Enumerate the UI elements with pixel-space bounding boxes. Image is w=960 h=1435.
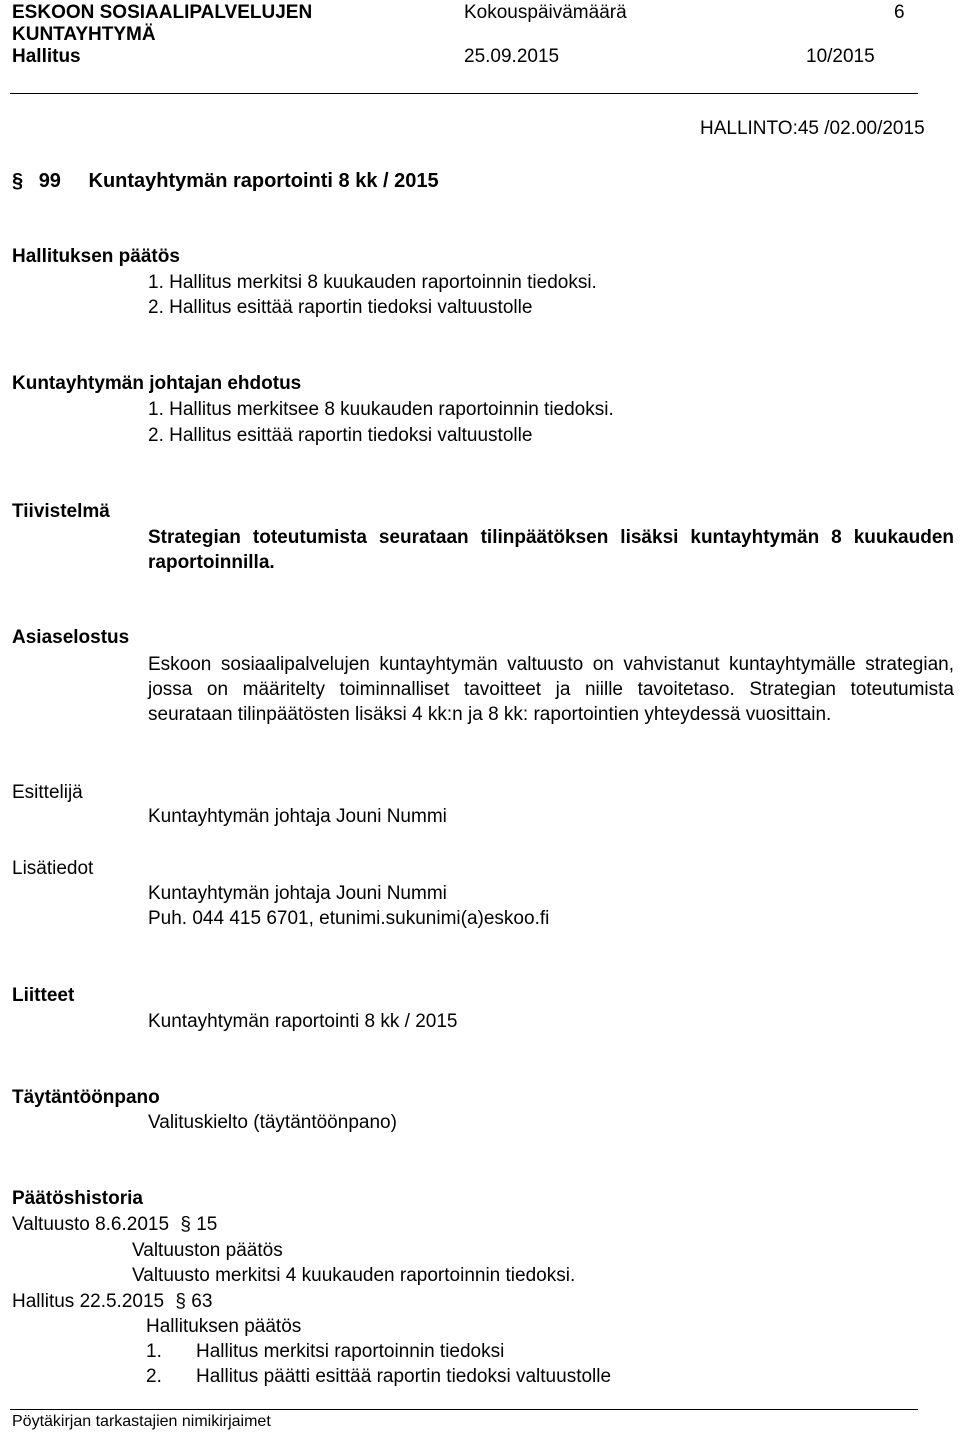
history-board-row: [12, 1291, 212, 1313]
history-board-item-text: Hallitus päätti esittää raportin tiedoksi valtuustolle: [196, 1366, 612, 1387]
footer-divider: [10, 1409, 918, 1410]
header-page-number: 6: [894, 2, 905, 23]
section-number: 99: [38, 170, 61, 192]
section-sign-icon: §: [12, 170, 24, 192]
presenter-label: Esittelijä: [12, 782, 83, 803]
director-proposal-item-2: 2. Hallitus esittää raportin tiedoksi valtuustolle: [148, 425, 533, 446]
history-council-decision-label: Valtuuston päätös: [132, 1240, 283, 1261]
history-board-item-1: [146, 1341, 505, 1363]
section-sign-icon: §: [175, 1291, 186, 1312]
board-decision-heading: Hallituksen päätös: [12, 246, 180, 267]
header-meeting-date-label: Kokouspäivämäärä: [464, 2, 627, 23]
history-board-decision-label: Hallituksen päätös: [146, 1316, 302, 1337]
header-org-line2: KUNTAYHTYMÄ: [12, 24, 156, 45]
history-council-section: 15: [196, 1214, 218, 1235]
section-sign-icon: §: [180, 1214, 191, 1235]
enforcement-value: Valituskielto (täytäntöönpano): [148, 1112, 397, 1133]
history-board-item-2: [146, 1366, 612, 1388]
header-org: ESKOON SOSIAALIPALVELUJEN: [12, 2, 313, 23]
header-divider: [10, 93, 918, 94]
attachment-item[interactable]: Kuntayhtymän raportointi 8 kk / 2015: [148, 1011, 458, 1032]
history-board-item-number: 1.: [146, 1341, 162, 1362]
more-info-value: Kuntayhtymän johtaja Jouni Nummi: [148, 883, 447, 904]
statement-heading: Asiaselostus: [12, 627, 130, 648]
more-info-contact: Puh. 044 415 6701, etunimi.sukunimi(a)eskoo.fi: [148, 908, 550, 929]
footer-text: Pöytäkirjan tarkastajien nimikirjaimet: [12, 1413, 271, 1430]
director-proposal-item-1: 1. Hallitus merkitsee 8 kuukauden raportoinnin tiedoksi.: [148, 399, 614, 420]
history-council-row: [12, 1214, 217, 1236]
director-proposal-heading: Kuntayhtymän johtajan ehdotus: [12, 373, 302, 394]
section-title-row: [12, 170, 439, 192]
header-body: Hallitus: [12, 46, 81, 67]
board-decision-item-2: 2. Hallitus esittää raportin tiedoksi valtuustolle: [148, 297, 533, 318]
summary-heading: Tiivistelmä: [12, 501, 110, 522]
decision-history-heading: Päätöshistoria: [12, 1188, 143, 1209]
history-council-date: Valtuusto 8.6.2015: [12, 1214, 170, 1235]
section-title: Kuntayhtymän raportointi 8 kk / 2015: [88, 170, 439, 192]
presenter-value: Kuntayhtymän johtaja Jouni Nummi: [148, 806, 447, 827]
board-decision-item-1: 1. Hallitus merkitsi 8 kuukauden raportoinnin tiedoksi.: [148, 272, 597, 293]
attachments-heading: Liitteet: [12, 985, 75, 1006]
header-reference: HALLINTO:45 /02.00/2015: [700, 118, 925, 139]
summary-text: Strategian toteutumista seurataan tilinpäätöksen lisäksi kuntayhtymän 8 kuukauden raportoinnilla.: [148, 527, 954, 573]
header-date: 25.09.2015: [464, 46, 560, 67]
history-council-decision-text: Valtuusto merkitsi 4 kuukauden raportoinnin tiedoksi.: [132, 1265, 576, 1286]
more-info-label: Lisätiedot: [12, 858, 94, 879]
history-board-item-number: 2.: [146, 1366, 162, 1387]
enforcement-heading: Täytäntöönpano: [12, 1087, 160, 1108]
history-board-item-text: Hallitus merkitsi raportoinnin tiedoksi: [196, 1341, 505, 1362]
history-board-section: 63: [191, 1291, 213, 1312]
history-board-date: Hallitus 22.5.2015: [12, 1291, 165, 1312]
statement-text: Eskoon sosiaalipalvelujen kuntayhtymän valtuusto on vahvistanut kuntayhtymälle strategian, jossa on määritelty toiminnalliset tavoitteet ja niille tavoitetaso. Strategian toteutumista seurataan tilinpäätösten lisäksi 4 kk:n ja 8 kk: raportointien yhteydessä vuosittain.: [148, 654, 954, 725]
header-issue: 10/2015: [806, 46, 875, 67]
